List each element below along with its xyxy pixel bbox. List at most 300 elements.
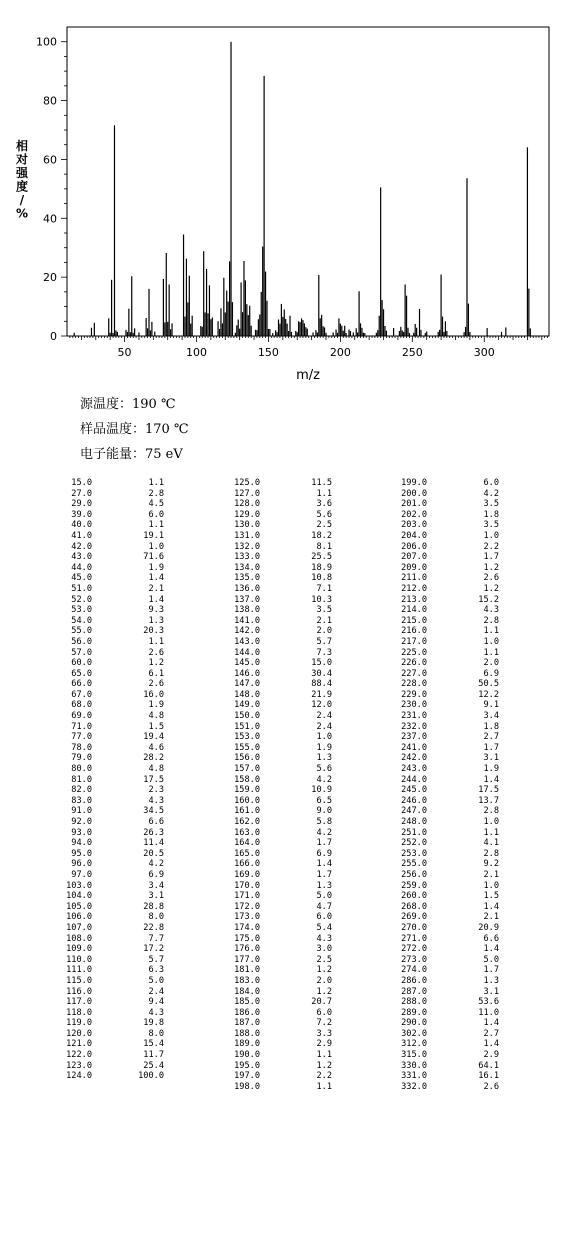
abundance-value: 2.1 xyxy=(483,869,499,880)
abundance-value: 4.2 xyxy=(483,488,499,499)
table-row xyxy=(62,520,182,531)
table-row xyxy=(397,595,517,606)
table-row xyxy=(62,1061,182,1072)
abundance-value: 2.2 xyxy=(483,541,499,552)
mz-value: 170.0 xyxy=(234,880,260,891)
mz-value: 55.0 xyxy=(71,626,92,637)
abundance-value: 1.1 xyxy=(148,520,164,531)
abundance-value: 9.3 xyxy=(148,605,164,616)
mz-value: 259.0 xyxy=(401,880,427,891)
table-row xyxy=(230,775,350,786)
mz-value: 171.0 xyxy=(234,891,260,902)
y-tick-label: 0 xyxy=(50,330,57,343)
mz-value: 65.0 xyxy=(71,668,92,679)
mz-value: 104.0 xyxy=(66,891,92,902)
table-row xyxy=(62,616,182,627)
mz-value: 134.0 xyxy=(234,562,260,573)
electron-energy: 电子能量：75 eV xyxy=(80,447,183,462)
table-row xyxy=(397,753,517,764)
abundance-value: 3.3 xyxy=(316,1028,332,1039)
table-row xyxy=(62,584,182,595)
mz-value: 110.0 xyxy=(66,954,92,965)
mz-value: 195.0 xyxy=(234,1060,260,1071)
mz-value: 39.0 xyxy=(71,509,92,520)
mz-value: 330.0 xyxy=(401,1060,427,1071)
table-row xyxy=(62,690,182,701)
table-row xyxy=(62,478,182,489)
mz-value: 91.0 xyxy=(71,806,92,817)
table-row xyxy=(230,711,350,722)
table-row xyxy=(62,955,182,966)
x-tick-label: 200 xyxy=(329,346,351,359)
mz-value: 123.0 xyxy=(66,1060,92,1071)
table-row xyxy=(230,976,350,987)
mz-value: 125.0 xyxy=(234,478,260,488)
abundance-value: 3.5 xyxy=(316,605,332,616)
table-row xyxy=(62,743,182,754)
table-row xyxy=(230,520,350,531)
abundance-value: 4.3 xyxy=(483,605,499,616)
table-row xyxy=(397,711,517,722)
abundance-value: 4.2 xyxy=(316,774,332,785)
mz-value: 160.0 xyxy=(234,795,260,806)
mz-value: 213.0 xyxy=(401,594,427,605)
abundance-value: 20.9 xyxy=(478,922,499,933)
mz-value: 273.0 xyxy=(401,954,427,965)
abundance-value: 6.9 xyxy=(483,668,499,679)
mz-value: 146.0 xyxy=(234,668,260,679)
abundance-value: 1.3 xyxy=(148,615,164,626)
peaks xyxy=(74,42,530,336)
abundance-value: 6.0 xyxy=(483,478,499,488)
table-row xyxy=(62,563,182,574)
table-row xyxy=(397,510,517,521)
mz-value: 166.0 xyxy=(234,859,260,870)
table-row xyxy=(62,934,182,945)
mz-value: 151.0 xyxy=(234,721,260,732)
mz-value: 176.0 xyxy=(234,944,260,955)
table-row xyxy=(62,542,182,553)
table-row xyxy=(397,859,517,870)
table-row xyxy=(397,944,517,955)
table-row xyxy=(62,753,182,764)
mz-value: 157.0 xyxy=(234,764,260,775)
mz-value: 131.0 xyxy=(234,530,260,541)
mz-value: 212.0 xyxy=(401,583,427,594)
abundance-value: 19.4 xyxy=(143,732,164,743)
abundance-value: 28.2 xyxy=(143,753,164,764)
mz-value: 80.0 xyxy=(71,764,92,775)
abundance-value: 50.5 xyxy=(478,679,499,690)
abundance-value: 2.8 xyxy=(483,848,499,859)
abundance-value: 7.2 xyxy=(316,1018,332,1029)
table-row xyxy=(230,764,350,775)
mz-value: 181.0 xyxy=(234,965,260,976)
abundance-value: 2.1 xyxy=(316,615,332,626)
mz-value: 201.0 xyxy=(401,499,427,510)
table-row xyxy=(397,1008,517,1019)
table-row xyxy=(397,584,517,595)
mz-value: 120.0 xyxy=(66,1028,92,1039)
abundance-value: 9.0 xyxy=(316,806,332,817)
mz-value: 57.0 xyxy=(71,647,92,658)
table-row xyxy=(62,785,182,796)
table-row xyxy=(397,965,517,976)
table-row xyxy=(62,859,182,870)
table-row xyxy=(230,881,350,892)
abundance-value: 2.8 xyxy=(483,806,499,817)
table-row xyxy=(397,573,517,584)
abundance-value: 1.7 xyxy=(483,552,499,563)
abundance-value: 18.9 xyxy=(311,562,332,573)
abundance-value: 1.7 xyxy=(316,838,332,849)
abundance-value: 1.8 xyxy=(483,721,499,732)
abundance-value: 7.1 xyxy=(316,583,332,594)
table-row xyxy=(397,1018,517,1029)
table-row xyxy=(230,1050,350,1061)
mz-value: 237.0 xyxy=(401,732,427,743)
abundance-value: 5.6 xyxy=(316,764,332,775)
table-row xyxy=(230,997,350,1008)
abundance-value: 1.1 xyxy=(316,488,332,499)
mz-value: 117.0 xyxy=(66,997,92,1008)
table-row xyxy=(62,764,182,775)
table-row xyxy=(397,732,517,743)
mz-value: 165.0 xyxy=(234,848,260,859)
table-row xyxy=(230,605,350,616)
table-row xyxy=(230,891,350,902)
table-row xyxy=(62,796,182,807)
mz-value: 260.0 xyxy=(401,891,427,902)
mz-value: 121.0 xyxy=(66,1039,92,1050)
mz-value: 141.0 xyxy=(234,615,260,626)
mz-value: 190.0 xyxy=(234,1050,260,1061)
mz-value: 271.0 xyxy=(401,933,427,944)
mz-value: 149.0 xyxy=(234,700,260,711)
abundance-value: 10.8 xyxy=(311,573,332,584)
table-row xyxy=(397,785,517,796)
table-row xyxy=(230,637,350,648)
abundance-value: 64.1 xyxy=(478,1060,499,1071)
y-tick-label: 40 xyxy=(43,212,57,226)
abundance-value: 3.4 xyxy=(483,711,499,722)
y-axis-label: 相对强度/ % xyxy=(15,139,29,221)
abundance-value: 6.9 xyxy=(148,869,164,880)
abundance-value: 16.1 xyxy=(478,1071,499,1082)
mz-value: 172.0 xyxy=(234,901,260,912)
mz-value: 77.0 xyxy=(71,732,92,743)
axis-ticks xyxy=(36,36,548,359)
table-row xyxy=(62,1029,182,1040)
table-row xyxy=(62,626,182,637)
table-row xyxy=(397,934,517,945)
mz-value: 42.0 xyxy=(71,541,92,552)
mz-value: 106.0 xyxy=(66,912,92,923)
mz-value: 108.0 xyxy=(66,933,92,944)
abundance-value: 17.5 xyxy=(478,785,499,796)
mz-value: 200.0 xyxy=(401,488,427,499)
abundance-value: 1.0 xyxy=(483,636,499,647)
table-row xyxy=(397,902,517,913)
abundance-value: 2.1 xyxy=(483,912,499,923)
table-row xyxy=(62,658,182,669)
mz-value: 68.0 xyxy=(71,700,92,711)
mz-value: 245.0 xyxy=(401,785,427,796)
abundance-value: 1.2 xyxy=(316,965,332,976)
table-row xyxy=(230,1029,350,1040)
table-row xyxy=(230,700,350,711)
abundance-value: 4.7 xyxy=(316,901,332,912)
mz-value: 130.0 xyxy=(234,520,260,531)
abundance-value: 2.0 xyxy=(483,658,499,669)
table-row xyxy=(397,722,517,733)
mz-value: 71.0 xyxy=(71,721,92,732)
abundance-value: 71.6 xyxy=(143,552,164,563)
mz-value: 174.0 xyxy=(234,922,260,933)
x-tick-label: 150 xyxy=(257,346,279,359)
mz-value: 202.0 xyxy=(401,509,427,520)
table-row xyxy=(62,711,182,722)
mz-value: 147.0 xyxy=(234,679,260,690)
mz-value: 82.0 xyxy=(71,785,92,796)
mz-value: 252.0 xyxy=(401,838,427,849)
abundance-value: 6.6 xyxy=(148,817,164,827)
mz-value: 155.0 xyxy=(234,742,260,753)
table-row xyxy=(230,478,350,489)
abundance-value: 15.2 xyxy=(478,594,499,605)
abundance-value: 2.6 xyxy=(483,1081,499,1092)
abundance-value: 1.5 xyxy=(148,721,164,732)
abundance-value: 2.6 xyxy=(148,679,164,690)
mz-value: 225.0 xyxy=(401,647,427,658)
mz-value: 40.0 xyxy=(71,520,92,531)
mz-value: 203.0 xyxy=(401,520,427,531)
table-row xyxy=(62,489,182,500)
mz-value: 83.0 xyxy=(71,795,92,806)
mz-value: 198.0 xyxy=(234,1081,260,1092)
mz-value: 185.0 xyxy=(234,997,260,1008)
mz-value: 69.0 xyxy=(71,711,92,722)
mz-value: 231.0 xyxy=(401,711,427,722)
table-row xyxy=(62,637,182,648)
abundance-value: 9.1 xyxy=(483,700,499,711)
mz-value: 66.0 xyxy=(71,679,92,690)
abundance-value: 1.9 xyxy=(483,764,499,775)
table-row xyxy=(62,1008,182,1019)
mz-value: 164.0 xyxy=(234,838,260,849)
mz-value: 331.0 xyxy=(401,1071,427,1082)
table-row xyxy=(230,870,350,881)
mz-value: 145.0 xyxy=(234,658,260,669)
mz-value: 268.0 xyxy=(401,901,427,912)
table-row xyxy=(230,732,350,743)
mz-value: 79.0 xyxy=(71,753,92,764)
table-row xyxy=(230,828,350,839)
table-row xyxy=(62,679,182,690)
mz-value: 105.0 xyxy=(66,901,92,912)
table-row xyxy=(397,1039,517,1050)
mz-value: 204.0 xyxy=(401,530,427,541)
table-row xyxy=(62,923,182,934)
mz-value: 122.0 xyxy=(66,1050,92,1061)
mz-value: 41.0 xyxy=(71,530,92,541)
table-row xyxy=(397,849,517,860)
table-row xyxy=(397,669,517,680)
mz-value: 269.0 xyxy=(401,912,427,923)
abundance-value: 1.7 xyxy=(483,965,499,976)
abundance-value: 1.0 xyxy=(483,817,499,827)
abundance-value: 11.7 xyxy=(143,1050,164,1061)
abundance-value: 2.1 xyxy=(148,583,164,594)
table-row xyxy=(230,722,350,733)
table-row xyxy=(397,1061,517,1072)
abundance-value: 2.0 xyxy=(316,975,332,986)
abundance-value: 2.4 xyxy=(316,711,332,722)
mz-value: 54.0 xyxy=(71,615,92,626)
table-row xyxy=(397,870,517,881)
mz-value: 81.0 xyxy=(71,774,92,785)
mz-value: 209.0 xyxy=(401,562,427,573)
abundance-value: 18.2 xyxy=(311,530,332,541)
mz-value: 111.0 xyxy=(66,965,92,976)
x-tick-label: 250 xyxy=(401,346,423,359)
mz-value: 96.0 xyxy=(71,859,92,870)
mz-value: 129.0 xyxy=(234,509,260,520)
abundance-value: 3.0 xyxy=(316,944,332,955)
mz-value: 286.0 xyxy=(401,975,427,986)
mz-value: 156.0 xyxy=(234,753,260,764)
table-row xyxy=(397,679,517,690)
abundance-value: 17.2 xyxy=(143,944,164,955)
plot-frame xyxy=(67,27,549,336)
mz-value: 94.0 xyxy=(71,838,92,849)
mz-value: 214.0 xyxy=(401,605,427,616)
abundance-value: 1.3 xyxy=(316,753,332,764)
abundance-value: 1.9 xyxy=(148,700,164,711)
abundance-value: 12.2 xyxy=(478,689,499,700)
table-row xyxy=(230,1008,350,1019)
abundance-value: 4.2 xyxy=(316,827,332,838)
abundance-value: 5.8 xyxy=(316,817,332,827)
table-row xyxy=(62,595,182,606)
abundance-value: 1.5 xyxy=(483,891,499,902)
abundance-value: 4.3 xyxy=(148,795,164,806)
table-row xyxy=(230,542,350,553)
mz-value: 289.0 xyxy=(401,1007,427,1018)
mz-value: 119.0 xyxy=(66,1018,92,1029)
abundance-value: 28.8 xyxy=(143,901,164,912)
mz-value: 242.0 xyxy=(401,753,427,764)
table-row xyxy=(62,849,182,860)
abundance-value: 4.8 xyxy=(148,764,164,775)
mz-value: 142.0 xyxy=(234,626,260,637)
table-row xyxy=(397,499,517,510)
abundance-value: 100.0 xyxy=(138,1071,164,1082)
abundance-value: 1.3 xyxy=(483,975,499,986)
mass-spectrum-chart xyxy=(0,0,570,392)
mz-value: 187.0 xyxy=(234,1018,260,1029)
table-row xyxy=(62,552,182,563)
mz-value: 29.0 xyxy=(71,499,92,510)
table-row xyxy=(62,965,182,976)
table-row xyxy=(230,690,350,701)
abundance-value: 5.4 xyxy=(316,922,332,933)
abundance-value: 1.0 xyxy=(148,541,164,552)
abundance-value: 4.5 xyxy=(148,499,164,510)
mz-value: 288.0 xyxy=(401,997,427,1008)
mz-value: 158.0 xyxy=(234,774,260,785)
abundance-value: 5.6 xyxy=(316,509,332,520)
table-row xyxy=(230,944,350,955)
abundance-value: 11.4 xyxy=(143,838,164,849)
table-row xyxy=(397,828,517,839)
abundance-value: 6.9 xyxy=(316,848,332,859)
table-row xyxy=(397,542,517,553)
y-tick-label: 60 xyxy=(43,153,57,167)
mz-value: 251.0 xyxy=(401,827,427,838)
abundance-value: 13.7 xyxy=(478,795,499,806)
table-row xyxy=(397,775,517,786)
mz-value: 241.0 xyxy=(401,742,427,753)
mz-value: 274.0 xyxy=(401,965,427,976)
abundance-value: 2.7 xyxy=(483,1028,499,1039)
table-row xyxy=(230,1071,350,1082)
abundance-value: 2.0 xyxy=(316,626,332,637)
mz-value: 144.0 xyxy=(234,647,260,658)
mz-value: 230.0 xyxy=(401,700,427,711)
table-row xyxy=(397,987,517,998)
table-row xyxy=(397,563,517,574)
mz-value: 270.0 xyxy=(401,922,427,933)
abundance-value: 4.3 xyxy=(316,933,332,944)
abundance-value: 1.1 xyxy=(316,1081,332,1092)
table-row xyxy=(230,817,350,828)
abundance-value: 6.6 xyxy=(483,933,499,944)
abundance-value: 5.7 xyxy=(148,954,164,965)
mz-value: 272.0 xyxy=(401,944,427,955)
table-row xyxy=(397,743,517,754)
abundance-value: 9.4 xyxy=(148,997,164,1008)
mz-value: 226.0 xyxy=(401,658,427,669)
abundance-value: 20.3 xyxy=(143,626,164,637)
table-row xyxy=(230,489,350,500)
y-tick-label: 100 xyxy=(36,35,57,49)
mz-value: 53.0 xyxy=(71,605,92,616)
mz-value: 229.0 xyxy=(401,689,427,700)
abundance-value: 1.2 xyxy=(316,1060,332,1071)
table-row xyxy=(230,531,350,542)
abundance-value: 1.9 xyxy=(316,742,332,753)
mz-value: 161.0 xyxy=(234,806,260,817)
abundance-value: 1.4 xyxy=(148,573,164,584)
abundance-value: 2.2 xyxy=(316,1071,332,1082)
abundance-value: 30.4 xyxy=(311,668,332,679)
mz-value: 143.0 xyxy=(234,636,260,647)
table-row xyxy=(397,891,517,902)
table-row xyxy=(230,658,350,669)
table-row xyxy=(397,489,517,500)
abundance-value: 3.5 xyxy=(483,520,499,531)
peak-table-column-3 xyxy=(397,478,517,1092)
table-row xyxy=(397,616,517,627)
y-tick-label: 80 xyxy=(43,94,57,108)
abundance-value: 4.8 xyxy=(148,711,164,722)
table-row xyxy=(230,1039,350,1050)
mz-value: 227.0 xyxy=(401,668,427,679)
table-row xyxy=(230,648,350,659)
abundance-value: 26.3 xyxy=(143,827,164,838)
abundance-value: 4.6 xyxy=(148,742,164,753)
